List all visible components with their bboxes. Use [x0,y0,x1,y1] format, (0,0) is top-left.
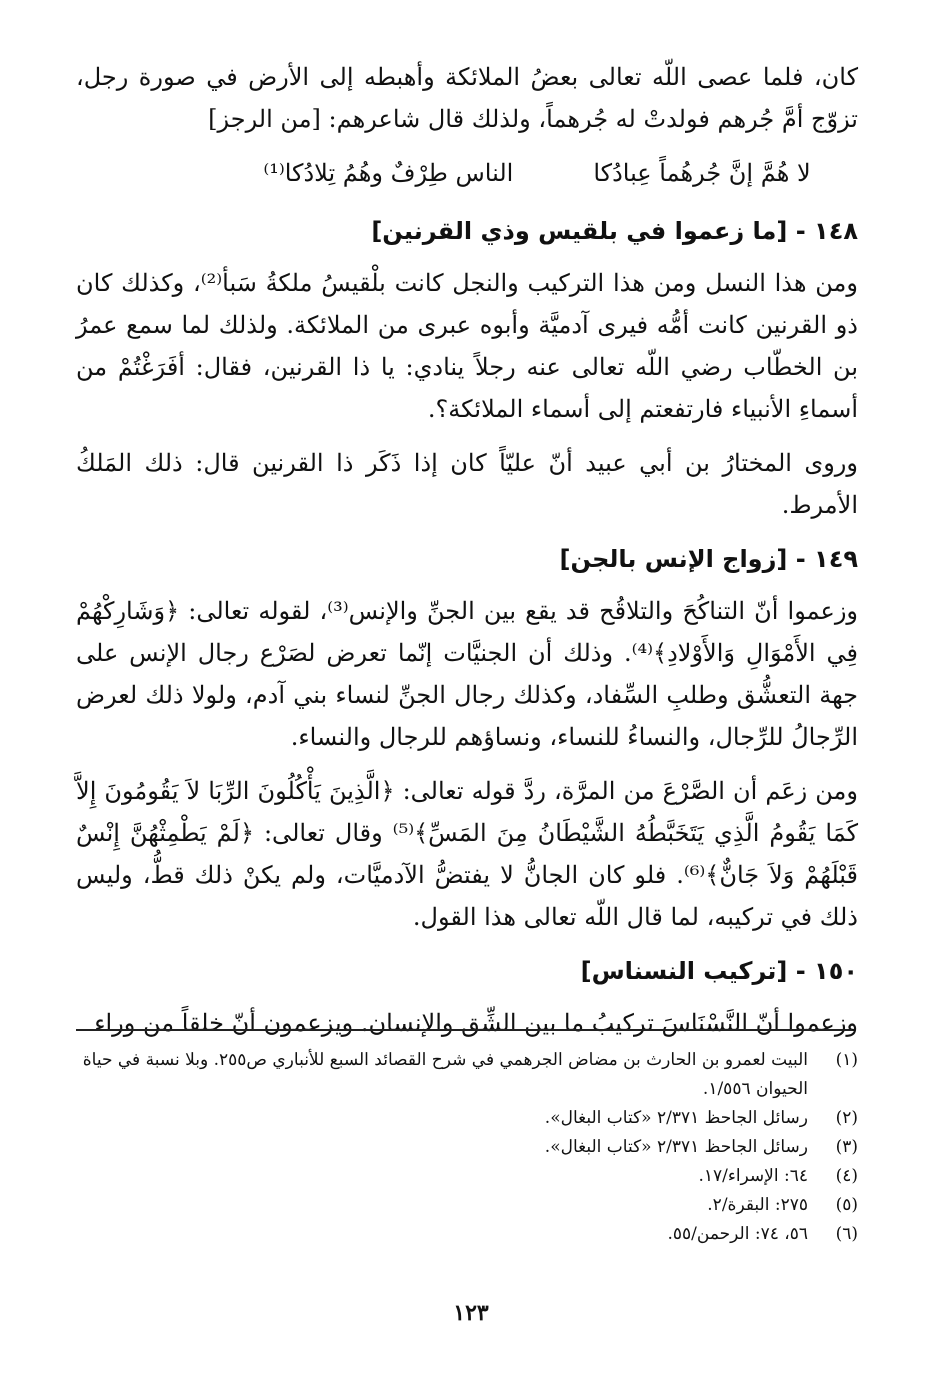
poem-verse [76,152,858,194]
footnote-text: ٢٧٥: البقرة/٢. [707,1195,808,1215]
footnote-number: (٤) [835,1166,858,1186]
page-number: ١٢٣ [453,1300,489,1326]
footnote-number: (٣) [835,1137,858,1157]
verse-second-hemistich: الناس طِرْفٌ وهُمُ تِلادُكا⁽¹⁾ [263,159,514,187]
footnote-2 [76,1104,858,1133]
footnote-number: (٦) [835,1224,858,1244]
section-148-heading: ١٤٨ - [ما زعموا في بلقيس وذي القرنين] [371,217,858,245]
main-text [76,56,858,1056]
footnote-text: رسائل الجاحظ ٢/٣٧١ «كتاب البغال». [544,1108,808,1128]
section-150-heading: ١٥٠ - [تركيب النسناس] [580,957,858,985]
section-149-paragraph-2: ومن زعَم أن الصَّرْعَ من المرَّة، ردَّ قوله تعالى: ﴿الَّذِينَ يَأْكُلُونَ الرِّبَا لاَ يَقُومُونَ إِلاَّ كَمَا يَقُومُ الَّذِي يَتَخَبَّطُهُ الشَّيْطَانُ مِنَ المَسِّ﴾⁽⁵⁾ وقال تعالى: ﴿لَمْ يَطْمِثْهُنَّ إِنْسٌ قَبْلَهُمْ وَلاَ جَانٌّ﴾⁽⁶⁾. فلو كان الجانُّ لا يفتضُّ الآدميَّات، ولم يكنْ ذلك قطُّ، وليس ذلك في تركيبه، لما قال اللّه تعالى هذا القول. [76,777,858,931]
footnote-3 [76,1133,858,1162]
footnote-text: ٦٤: الإسراء/١٧. [698,1166,808,1186]
section-148-paragraph-2: وروى المختارُ بن أبي عبيد أنّ عليّاً كان إذا ذَكَر ذا القرنين قال: ذلك المَلكُ الأمرط. [76,449,858,519]
footnote-5 [76,1191,858,1220]
footnote-number: (١) [835,1050,858,1070]
section-150-paragraph-1: وزعموا أنّ النَّسْنَاسَ تركيبُ ما بين الشِّق والإنسان. ويزعمون أنّ خلقاً من وراء [94,1009,858,1037]
footnote-text: رسائل الجاحظ ٢/٣٧١ «كتاب البغال». [544,1137,808,1157]
footnote-4 [76,1162,858,1191]
section-149-paragraph-1: وزعموا أنّ التناكُحَ والتلاقُح قد يقع بين الجنِّ والإنس⁽³⁾، لقوله تعالى: ﴿وَشَارِكْهُمْ فِي الأَمْوَالِ وَالأَوْلادِ﴾⁽⁴⁾. وذلك أن الجنيَّات إنّما تعرض لصَرْع رجال الإنس على جهة التعشُّق وطلبِ السِّفاد، وكذلك رجال الجنِّ لنساء بني آدم، ولولا ذلك لعرض الرِّجالُ للرِّجال، والنساءُ للنساء، ونساؤهم للرجال والنساء. [76,597,858,751]
verse-first-hemistich: لا هُمَّ إنَّ جُرهُماً عِبادُكا [593,159,811,187]
section-149-heading: ١٤٩ - [زواج الإنس بالجن] [559,545,858,573]
footnote-1 [76,1046,858,1104]
footnotes [76,1046,858,1249]
footnote-number: (٢) [835,1108,858,1128]
section-148-paragraph-1: ومن هذا النسل ومن هذا التركيب والنجل كانت بلْقيسُ ملكةُ سَبأ⁽²⁾، وكذلك كان ذو القرنين كانت أمُّه فيرى آدميَّة وأبوه عبرى من الملائكة. ولذلك لما سمع عمرُ بن الخطّاب رضي اللّه تعالى عنه رجلاً ينادي: يا ذا القرنين، فقال: أفَرَغْتُمْ من أسماءِ الأنبياء فارتفعتم إلى أسماء الملائكة؟. [76,269,858,423]
footnote-text: ٥٦، ٧٤: الرحمن/٥٥. [667,1224,808,1244]
footnote-text: البيت لعمرو بن الحارث بن مضاض الجرهمي في شرح القصائد السبع للأنباري ص٢٥٥. وبلا نسبة في حياة الحيوان ١/٥٥٦. [82,1050,808,1099]
footnote-divider [76,1029,852,1031]
footnote-6 [76,1220,858,1249]
intro-paragraph: كان، فلما عصى اللّه تعالى بعضُ الملائكة وأهبطه إلى الأرض في صورة رجل، تزوّج أمَّ جُرهم فولدتْ له جُرهماً، ولذلك قال شاعرهم: [من الرجز] [76,63,858,133]
footnote-number: (٥) [835,1195,858,1215]
